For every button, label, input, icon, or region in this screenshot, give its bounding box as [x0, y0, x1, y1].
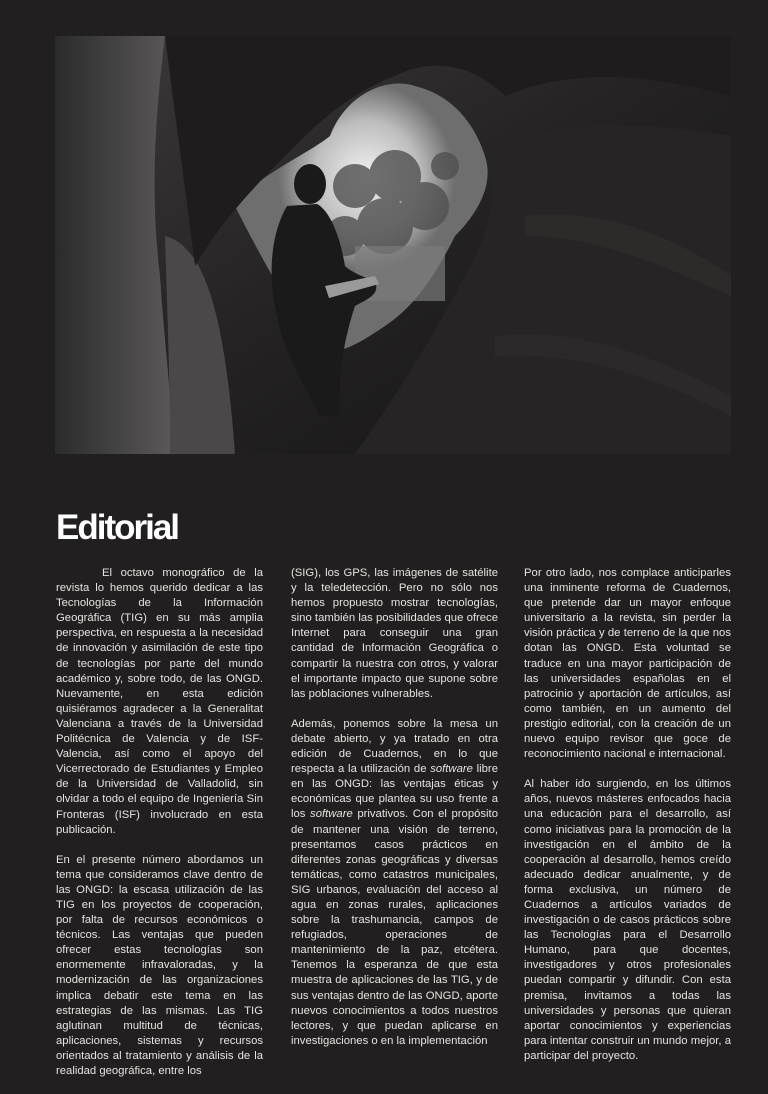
header-photo — [55, 36, 731, 454]
paragraph: Por otro lado, nos complace anticiparles una inminente reforma de Cuadernos, que pretende dar un mayor enfoque universitario a la revista, sin perder la visión práctica y de terreno de la que nos dotan las ONGD. Esta voluntad se traduce en una mayor participación de las universidades españolas en el patrocinio y aportación de artículos, así como también, en un aumento del prestigio editorial, con la creación de un nuevo equipo revisor que goce de reconocimiento nacional e internacional. — [524, 567, 731, 761]
paragraph — [291, 717, 498, 1049]
photo-illustration — [55, 36, 731, 454]
text-span: Además, ponemos sobre la mesa un debate abierto, y ya tratado en otra edición de Cuadernos, en lo que respecta a la utilización de — [291, 717, 498, 776]
column-3 — [524, 566, 731, 1079]
text-span: libre en las ONGD: las ventajas éticas y económicas que plantea su uso frente a los — [291, 763, 498, 821]
column-2 — [291, 566, 498, 1064]
italic-term: software — [310, 808, 353, 821]
paragraph: El octavo monográfico de la revista lo hemos querido dedicar a las Tecnologías de la Información Geográfica (TIG) en su más amplia perspectiva, en respuesta a la necesidad de innovación y asimilación de este tipo de tecnologías por parte del mundo académico y, sobre todo, de las ONGD. Nuevamente, en esta edición quisiéramos agradecer a la Generalitat Valenciana a través de la Universidad Politécnica de Valencia y de ISF-Valencia, así como el apoyo del Vicerrectorado de Estudiantes y Empleo de la Universidad de Valladolid, sin olvidar a todo el equipo de Ingeniería Sin Fronteras (ISF) involucrado en esta publicación. — [56, 567, 263, 836]
paragraph: Al haber ido surgiendo, en los últimos años, nuevos másteres enfocados hacia una educación para el desarrollo, así como iniciativas para la promoción de la investigación en el ámbito de la cooperación al desarrollo, hemos creído adecuado dedicar anualmente, y de forma exclusiva, un número de Cuadernos a artículos variados de investigación o de casos prácticos sobre las Tecnologías para el Desarrollo Humano, para que docentes, investigadores y otros profesionales puedan compartir y difundir. Con esta premisa, invitamos a todas las universidades y personas que quieran aportar conocimientos y experiencias para intentar construir un mundo mejor, a participar del proyecto. — [524, 778, 731, 1062]
italic-term: software — [430, 763, 473, 776]
page-title: Editorial — [56, 508, 179, 547]
column-1 — [56, 566, 263, 1094]
paragraph: En el presente número abordamos un tema que consideramos clave dentro de las ONGD: la escasa utilización de las TIG en los proyectos de cooperación, por falta de recursos económicos o técnicos. Las ventajas que pueden ofrecer estas tecnologías son enormemente infravaloradas, y la modernización de las organizaciones implica debatir este tema en las estrategias de las mismas. Las TIG aglutinan multitud de técnicas, aplicaciones, sistemas y recursos orientados al tratamiento y análisis de la realidad geográfica, entre los — [56, 853, 263, 1077]
text-span: privativos. Con el propósito de mantener una visión de terreno, presentamos casos prácticos en diferentes zonas geográficas y diversas temáticas, como catastros municipales, SIG urbanos, evaluación del acceso al agua en zonas rurales, aplicaciones sobre la trashumancia, campos de refugiados, operaciones de mantenimiento de la paz, etcétera. Tenemos la esperanza de que esta muestra de aplicaciones de las TIG, y de sus ventajas dentro de las ONGD, aporte nuevos conocimientos a todos nuestros lectores, y que puedan aplicarse en investigaciones o en la implementación — [291, 808, 498, 1047]
paragraph: (SIG), los GPS, las imágenes de satélite y la teledetección. Pero no sólo nos hemos propuesto mostrar tecnologías, sino también las posibilidades que ofrece Internet para conseguir una gran cantidad de Información Geográfica o compartir la nuestra con otros, y valorar el importante impacto que supone sobre las poblaciones vulnerables. — [291, 567, 498, 700]
